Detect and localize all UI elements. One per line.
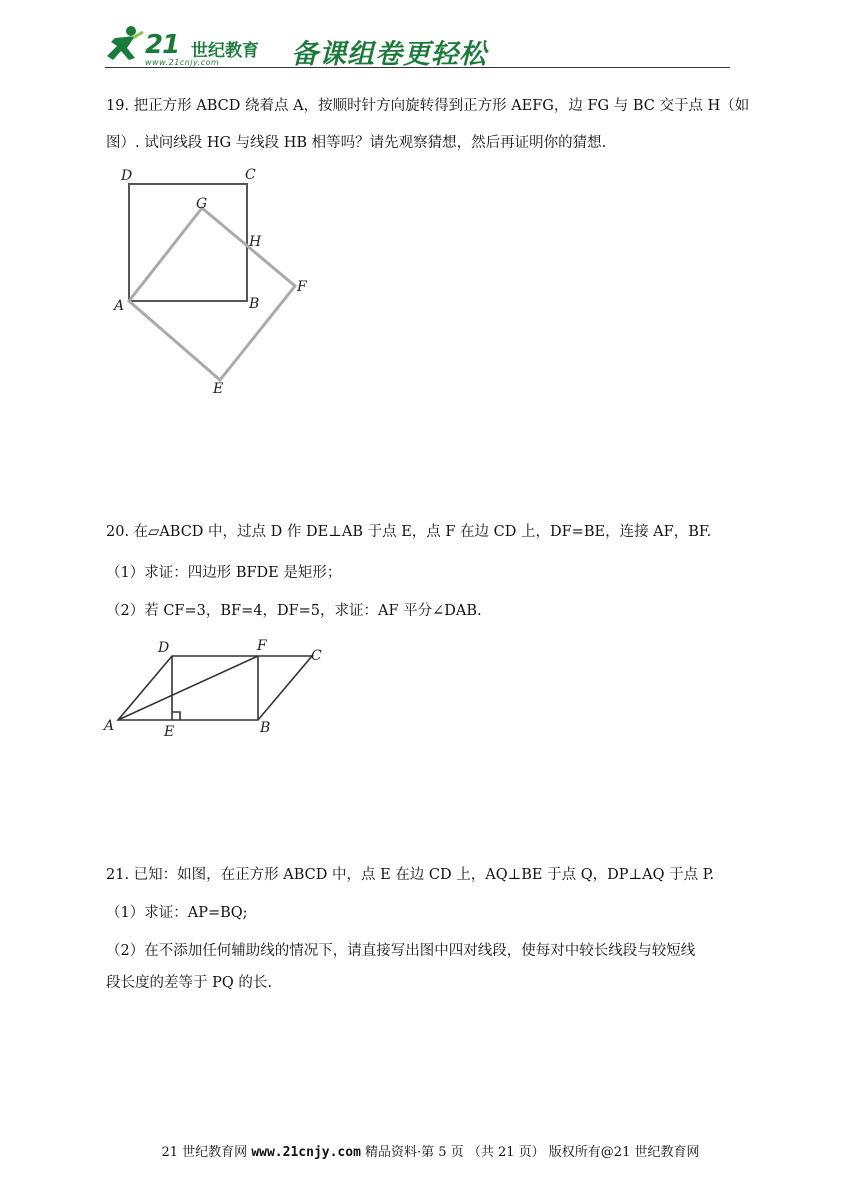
square-aefg [129,208,295,380]
label-a: A [114,298,125,314]
label-d: D [121,168,133,184]
page-header [105,24,730,72]
header-divider [105,67,730,68]
runner-logo-icon [105,24,145,66]
label-b: B [249,296,260,312]
right-angle-mark [172,712,180,720]
logo-text: 世纪教育 [191,41,259,61]
footer-page-info: 精品资料·第 5 页 （共 21 页） [365,1145,545,1160]
q20-figure [100,632,335,742]
label-g: G [196,196,208,212]
logo-number: 21 [145,30,180,60]
parallelogram-abcd [118,656,312,720]
label-f: F [257,638,267,654]
logo-url: www.21cnjy.com [145,58,220,67]
label-h: H [249,234,262,250]
q20-part2: （2）若 CF=3，BF=4，DF=5，求证：AF 平分∠DAB. [106,603,482,619]
label-c: C [245,167,256,183]
footer-url[interactable]: www.21cnjy.com [251,1145,361,1160]
q19-text-line2: 图）. 试问线段 HG 与线段 HB 相等吗？请先观察猜想，然后再证明你的猜想. [106,135,607,151]
q21-part2-line1: （2）在不添加任何辅助线的情况下，请直接写出图中四对线段，使每对中较长线段与较短线 [106,943,696,959]
q21-part2-line2: 段长度的差等于 PQ 的长. [106,975,272,991]
q19-text-line1: 19. 把正方形 ABCD 绕着点 A，按顺时针方向旋转得到正方形 AEFG，边 FG 与 BC 交于点 H（如 [106,98,750,114]
label-c: C [311,648,322,664]
segment-af [118,656,258,720]
label-f: F [297,279,307,295]
label-e: E [164,724,175,740]
q20-text-line1: 20. 在▱ABCD 中，过点 D 作 DE⊥AB 于点 E，点 F 在边 CD 上，DF=BE，连接 AF，BF. [106,524,712,540]
q21-part1: （1）求证：AP=BQ; [106,905,248,921]
footer-site: 21 世纪教育网 [161,1145,248,1160]
label-d: D [158,640,170,656]
footer-copyright: 版权所有@21 世纪教育网 [548,1145,700,1160]
label-a: A [104,718,115,734]
label-e: E [213,381,224,397]
q20-part1: （1）求证：四边形 BFDE 是矩形； [106,565,342,581]
q19-figure [100,160,330,400]
square-abcd [129,184,247,301]
label-b: B [260,720,271,736]
header-slogan: 备课组卷更轻松 [291,39,487,70]
page-footer [0,1141,861,1160]
q21-text-line1: 21. 已知：如图，在正方形 ABCD 中，点 E 在边 CD 上，AQ⊥BE 于点 Q，DP⊥AQ 于点 P. [106,867,715,883]
